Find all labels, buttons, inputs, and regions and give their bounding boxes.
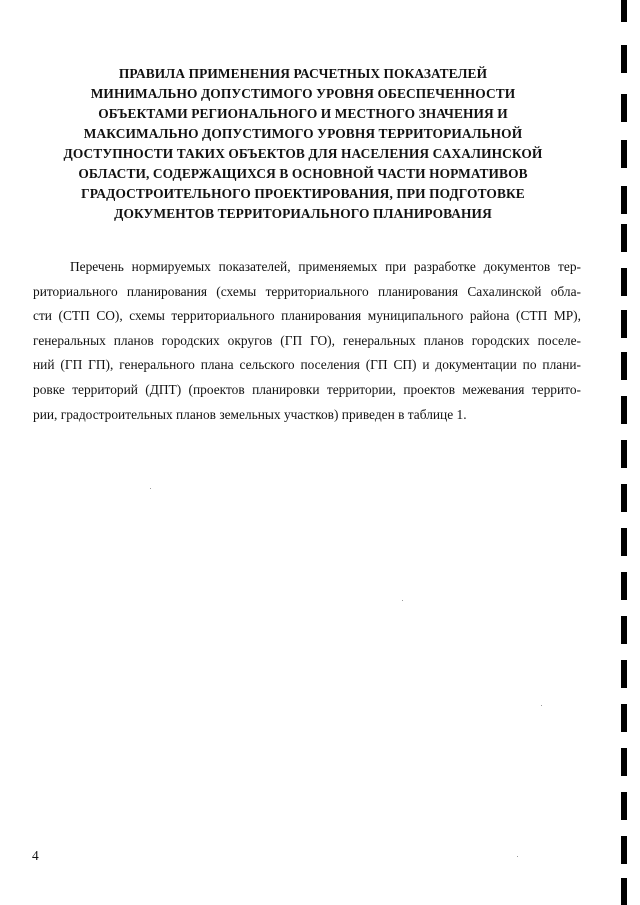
binding-mark xyxy=(621,352,627,380)
page-title xyxy=(40,64,566,224)
paragraph-line-1: Перечень нормируемых показателей, применяемых при разработке документов тер- xyxy=(70,259,581,274)
binding-mark xyxy=(621,528,627,556)
scan-speck xyxy=(150,488,151,489)
scan-speck xyxy=(517,856,518,857)
paragraph-line-4: генеральных планов городских округов (ГП ГО), генеральных планов городских поселе- xyxy=(33,332,581,348)
binding-mark xyxy=(621,704,627,732)
title-line-3: ОБЪЕКТАМИ РЕГИОНАЛЬНОГО И МЕСТНОГО ЗНАЧЕНИЯ И xyxy=(98,106,508,121)
binding-mark xyxy=(621,0,627,22)
scan-speck xyxy=(541,705,542,706)
binding-mark xyxy=(621,792,627,820)
scan-speck xyxy=(402,600,403,601)
binding-mark xyxy=(621,186,627,214)
binding-mark xyxy=(621,310,627,338)
binding-mark xyxy=(621,94,627,122)
binding-mark xyxy=(621,140,627,168)
binding-mark xyxy=(621,440,627,468)
title-line-1: ПРАВИЛА ПРИМЕНЕНИЯ РАСЧЕТНЫХ ПОКАЗАТЕЛЕЙ xyxy=(118,66,488,81)
binding-mark xyxy=(621,572,627,600)
page-number: 4 xyxy=(32,848,39,863)
binding-mark xyxy=(621,878,627,905)
binding-mark xyxy=(621,268,627,296)
paragraph-line-7: рии, градостроительных планов земельных участков) приведен в таблице 1. xyxy=(33,406,467,422)
title-line-4: МАКСИМАЛЬНО ДОПУСТИМОГО УРОВНЯ ТЕРРИТОРИАЛЬНОЙ xyxy=(83,126,523,141)
paragraph-line-5: ний (ГП ГП), генерального плана сельского поселения (ГП СП) и документации по плани- xyxy=(33,357,581,373)
paragraph-line-6: ровке территорий (ДПТ) (проектов планировки территории, проектов межевания террито- xyxy=(33,381,581,397)
title-line-8: ДОКУМЕНТОВ ТЕРРИТОРИАЛЬНОГО ПЛАНИРОВАНИЯ xyxy=(114,206,492,221)
title-line-5: ДОСТУПНОСТИ ТАКИХ ОБЪЕКТОВ ДЛЯ НАСЕЛЕНИЯ САХАЛИНСКОЙ xyxy=(63,146,543,161)
binding-edge xyxy=(620,0,632,905)
title-line-7: ГРАДОСТРОИТЕЛЬНОГО ПРОЕКТИРОВАНИЯ, ПРИ ПОДГОТОВКЕ xyxy=(81,186,525,201)
binding-mark xyxy=(621,660,627,688)
binding-mark xyxy=(621,616,627,644)
binding-mark xyxy=(621,748,627,776)
title-line-6: ОБЛАСТИ, СОДЕРЖАЩИХСЯ В ОСНОВНОЙ ЧАСТИ НОРМАТИВОВ xyxy=(78,166,528,181)
binding-mark xyxy=(621,45,627,73)
paragraph-line-3: сти (СТП СО), схемы территориального планирования муниципального района (СТП МР), xyxy=(33,308,581,324)
binding-mark xyxy=(621,224,627,252)
binding-mark xyxy=(621,836,627,864)
binding-mark xyxy=(621,396,627,424)
title-line-2: МИНИМАЛЬНО ДОПУСТИМОГО УРОВНЯ ОБЕСПЕЧЕННОСТИ xyxy=(90,86,516,101)
paragraph-line-2: риториального планирования (схемы территориального планирования Сахалинской обла- xyxy=(33,283,581,299)
binding-mark xyxy=(621,484,627,512)
body-paragraph xyxy=(33,255,581,427)
